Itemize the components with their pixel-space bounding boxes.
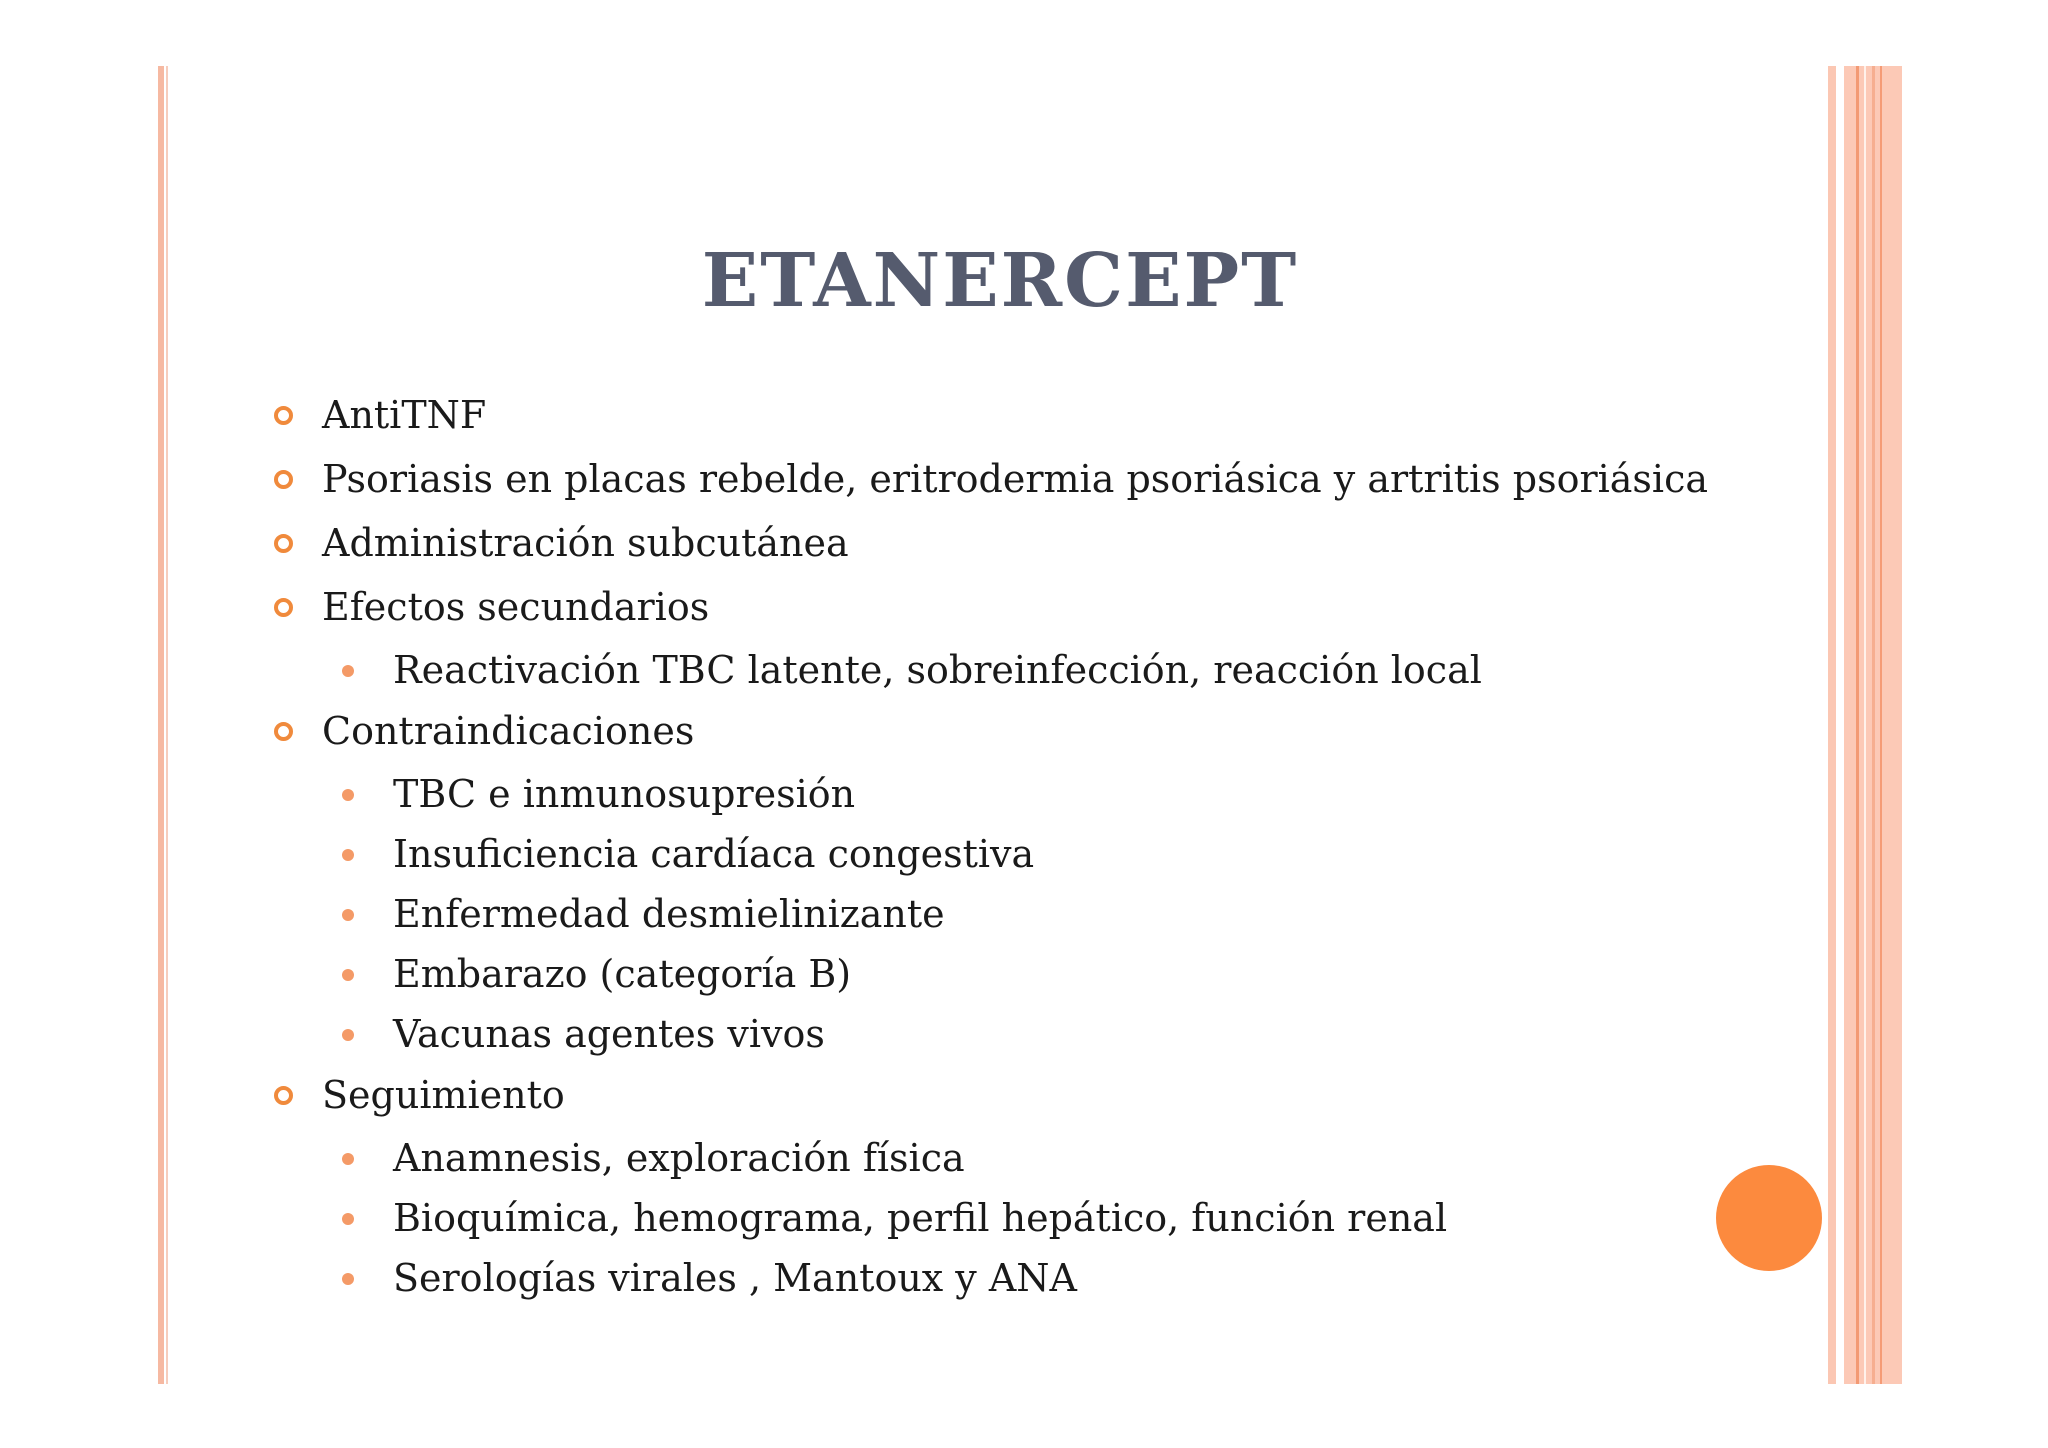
ring-bullet-icon	[274, 1086, 293, 1105]
dot-bullet-icon	[342, 665, 354, 677]
dot-bullet-icon	[342, 909, 354, 921]
sub-list-item	[270, 885, 1800, 943]
list-item	[270, 385, 1800, 445]
bullet-list	[270, 385, 1800, 1309]
ring-bullet-icon	[274, 722, 293, 741]
list-item-label: Psoriasis en placas rebelde, eritrodermia psoriásica y artritis psoriásica	[322, 457, 1709, 501]
sub-list-item-label: Enfermedad desmielinizante	[393, 892, 945, 936]
slide-title: ETANERCEPT	[701, 238, 1299, 324]
dot-bullet-icon	[342, 1213, 354, 1225]
sub-list-item-label: Reactivación TBC latente, sobreinfección, reacción local	[393, 648, 1482, 692]
sub-list-item-label: Embarazo (categoría B)	[393, 952, 852, 996]
ring-bullet-icon	[274, 598, 293, 617]
sub-list-item-label: Insuficiencia cardíaca congestiva	[393, 832, 1035, 876]
list-item-label: Seguimiento	[322, 1073, 565, 1117]
list-item-label: Efectos secundarios	[322, 585, 710, 629]
dot-bullet-icon	[342, 1029, 354, 1041]
list-item-label: Contraindicaciones	[322, 709, 695, 753]
dot-bullet-icon	[342, 849, 354, 861]
list-item	[270, 513, 1800, 573]
sub-list-item-label: TBC e inmunosupresión	[393, 772, 856, 816]
list-item-label: AntiTNF	[322, 393, 487, 437]
ring-bullet-icon	[274, 406, 293, 425]
sub-list-item	[270, 765, 1800, 823]
sub-list-item	[270, 1129, 1800, 1187]
dot-bullet-icon	[342, 1153, 354, 1165]
list-item-label: Administración subcutánea	[322, 521, 849, 565]
sub-list-item	[270, 945, 1800, 1003]
dot-bullet-icon	[342, 969, 354, 981]
dot-bullet-icon	[342, 1273, 354, 1285]
sub-list-item-label: Bioquímica, hemograma, perfil hepático, función renal	[393, 1196, 1448, 1240]
dot-bullet-icon	[342, 789, 354, 801]
list-item	[270, 1065, 1800, 1125]
list-item	[270, 449, 1800, 509]
sub-list-item-label: Anamnesis, exploración física	[393, 1136, 965, 1180]
sub-list-item	[270, 1005, 1800, 1063]
sub-list-item	[270, 641, 1800, 699]
sub-list-item-label: Vacunas agentes vivos	[393, 1012, 825, 1056]
list-item	[270, 701, 1800, 761]
sub-list-item	[270, 1189, 1800, 1247]
ring-bullet-icon	[274, 534, 293, 553]
list-item	[270, 577, 1800, 637]
sub-list-item	[270, 1249, 1800, 1307]
sub-list-item	[270, 825, 1800, 883]
ring-bullet-icon	[274, 470, 293, 489]
sub-list-item-label: Serologías virales , Mantoux y ANA	[393, 1256, 1077, 1300]
